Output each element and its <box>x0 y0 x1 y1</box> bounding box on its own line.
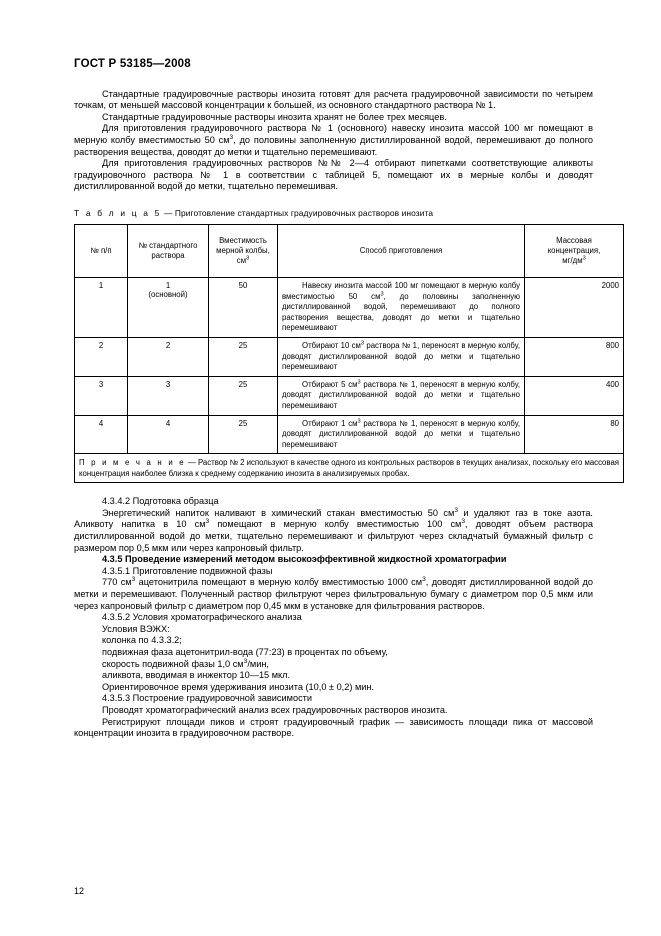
cell-sequence-number: 2 <box>75 337 128 376</box>
section-title-4-3-5-2: 4.3.5.2 Условия хроматографического анализа <box>102 612 302 623</box>
header-preparation-method: Способ приготовления <box>278 224 525 277</box>
cell-sequence-number: 1 <box>75 277 128 337</box>
cell-preparation-method: Отбирают 5 $см^3$ раствора № 1, переносят в мерную колбу, доводят дистиллированной водой до метки и тщательно перемешивают <box>278 376 525 415</box>
hplc-condition-flow-rate: скорость подвижной фазы 1,0 $см^3$/мин, <box>102 657 269 669</box>
page-content <box>74 58 620 740</box>
section-title-4-3-4-2: 4.3.4.2 Подготовка образца <box>102 496 219 507</box>
table-note-label: П р и м е ч а н и е <box>79 458 186 468</box>
table-row <box>75 376 624 415</box>
paragraph-solutions-2-4-preparation: Для приготовления градуировочных растворов №№ 2—4 отбирают пипетками соответствующие аликвоты градуировочного раствора № 1 в соответствии с таблицей 5, помещают их в мерные колбы и доводят дистиллированной водой до метки, тщательно перемешивая. <box>74 158 593 192</box>
paragraph-mobile-phase-preparation: 770 $см^3$ ацетонитрила помещают в мерную колбу вместимостью 1000 $см^3$, доводят дистиллированной водой до метки и перемешивают. Полученный раствор фильтруют через фильтровальную бумагу с диаметром пор 0,5 мкм или через капроновый фильтр с диаметром пор 0,45 мкм в установке для фильтрования растворов. <box>74 576 594 611</box>
table-caption-label: Т а б л и ц а 5 <box>74 207 162 218</box>
header-flask-capacity: Вместимость мерной колбы, $см^3$ <box>209 224 278 277</box>
header-sequence-number: № п/п <box>75 224 128 277</box>
cell-mass-concentration: 2000 <box>525 277 624 337</box>
document-header: ГОСТ Р 53185—2008 <box>74 58 191 70</box>
cell-flask-capacity: 25 <box>209 376 278 415</box>
paragraph-storage-period: Стандартные градуировочные растворы инозита хранят не более трех месяцев. <box>102 111 447 122</box>
calibration-solutions-table <box>74 224 624 483</box>
table-note <box>75 454 624 483</box>
paragraph-calibration-analysis: Проводят хроматографический анализ всех градуировочных растворов инозита. <box>102 704 448 715</box>
table-row <box>75 415 624 454</box>
cell-preparation-method: Отбирают 1 $см^3$ раствора № 1, переносят в мерную колбу, доводят дистиллированной водой до метки и тщательно перемешивают <box>278 415 525 454</box>
hplc-condition-mobile-phase: подвижная фаза ацетонитрил-вода (77:23) в процентах по объему, <box>102 647 388 658</box>
cell-sequence-number: 3 <box>75 376 128 415</box>
section-title-4-3-5-3: 4.3.5.3 Построение градуировочной зависимости <box>102 693 312 704</box>
paragraph-calibration-graph: Регистрируют площади пиков и строят градуировочный график — зависимость площади пика от массовой концентрации инозита в градуировочном растворе. <box>74 716 593 739</box>
cell-mass-concentration: 80 <box>525 415 624 454</box>
paragraph-standard-solutions-purpose: Стандартные градуировочные растворы инозита готовят для расчета градуировочной зависимости по четырем точкам, от меньшей массовой концентрации к большей, из основного стандартного раствора № 1. <box>74 88 593 111</box>
paragraph-solution-1-preparation: Для приготовления градуировочного раствора № 1 (основного) навеску инозита массой 100 мг помещают в мерную колбу вместимостью 50 $см^3$, до половины заполненную дистиллированной водой, перемешивают до полного растворения вещества, доводят до метки и тщательно перемешивают. <box>74 123 593 157</box>
table-body <box>75 277 624 482</box>
header-mass-concentration: Массовая концентрация, $мг/дм^3$ <box>525 224 624 277</box>
table-row <box>75 277 624 337</box>
hplc-condition-column: колонка по 4.3.3.2; <box>102 635 182 646</box>
table-row <box>75 337 624 376</box>
cell-standard-solution-number: 3 <box>128 376 209 415</box>
table-caption-text: — Приготовление стандартных градуировочных растворов инозита <box>161 207 434 218</box>
hplc-retention-time: Ориентировочное время удерживания инозита (10,0 ± 0,2) мин. <box>102 681 375 692</box>
header-standard-solution-number: № стандартного раствора <box>128 224 209 277</box>
section-title-4-3-5-1: 4.3.5.1 Приготовление подвижной фазы <box>102 565 273 576</box>
cell-mass-concentration: 800 <box>525 337 624 376</box>
hplc-conditions-intro: Условия ВЭЖХ: <box>102 623 170 634</box>
cell-flask-capacity: 25 <box>209 337 278 376</box>
table-caption <box>74 208 593 218</box>
table-note-text: — Раствор № 2 используют в качестве одного из контрольных растворов в текущих анализах, поскольку его массовая концентрация наиболее близка к среднему содержанию инозита в анализируемых пробах. <box>79 458 620 479</box>
cell-standard-solution-number: 2 <box>128 337 209 376</box>
cell-standard-solution-number: 1 (основной) <box>128 277 209 337</box>
cell-preparation-method: Навеску инозита массой 100 мг помещают в мерную колбу вместимостью 50 $см^3$, до половины заполненную дистиллированной водой, перемешивают до полного растворения вещества, доводят до метки и тщательно перемешивают <box>278 277 525 337</box>
cell-flask-capacity: 50 <box>209 277 278 337</box>
table-note-row <box>75 454 624 483</box>
page-number: 12 <box>74 886 85 896</box>
cell-flask-capacity: 25 <box>209 415 278 454</box>
cell-standard-solution-number: 4 <box>128 415 209 454</box>
table-header-row <box>75 224 624 277</box>
cell-sequence-number: 4 <box>75 415 128 454</box>
section-title-4-3-5: 4.3.5 Проведение измерений методом высокоэффективной жидкостной хроматографии <box>102 554 507 565</box>
cell-mass-concentration: 400 <box>525 376 624 415</box>
hplc-condition-injection-volume: аликвота, вводимая в инжектор 10—15 мкл. <box>102 670 291 681</box>
cell-preparation-method: Отбирают 10 $см^3$ раствора № 1, переносят в мерную колбу, доводят дистиллированной водой до метки и тщательно перемешивают <box>278 337 525 376</box>
paragraph-sample-preparation: Энергетический напиток наливают в химический стакан вместимостью 50 $см^3$ и удаляют газ в токе азота. Аликвоту напитка в 10 $см^3$ помещают в мерную колбу вместимостью 100 $см^3$, доводят объем раствора дистиллированной водой до метки, тщательно перемешивают и фильтруют через складчатый бумажный фильтр с размером пор 0,5 мкм или через капроновый фильтр. <box>74 506 593 553</box>
table-header-row-group <box>75 224 624 277</box>
